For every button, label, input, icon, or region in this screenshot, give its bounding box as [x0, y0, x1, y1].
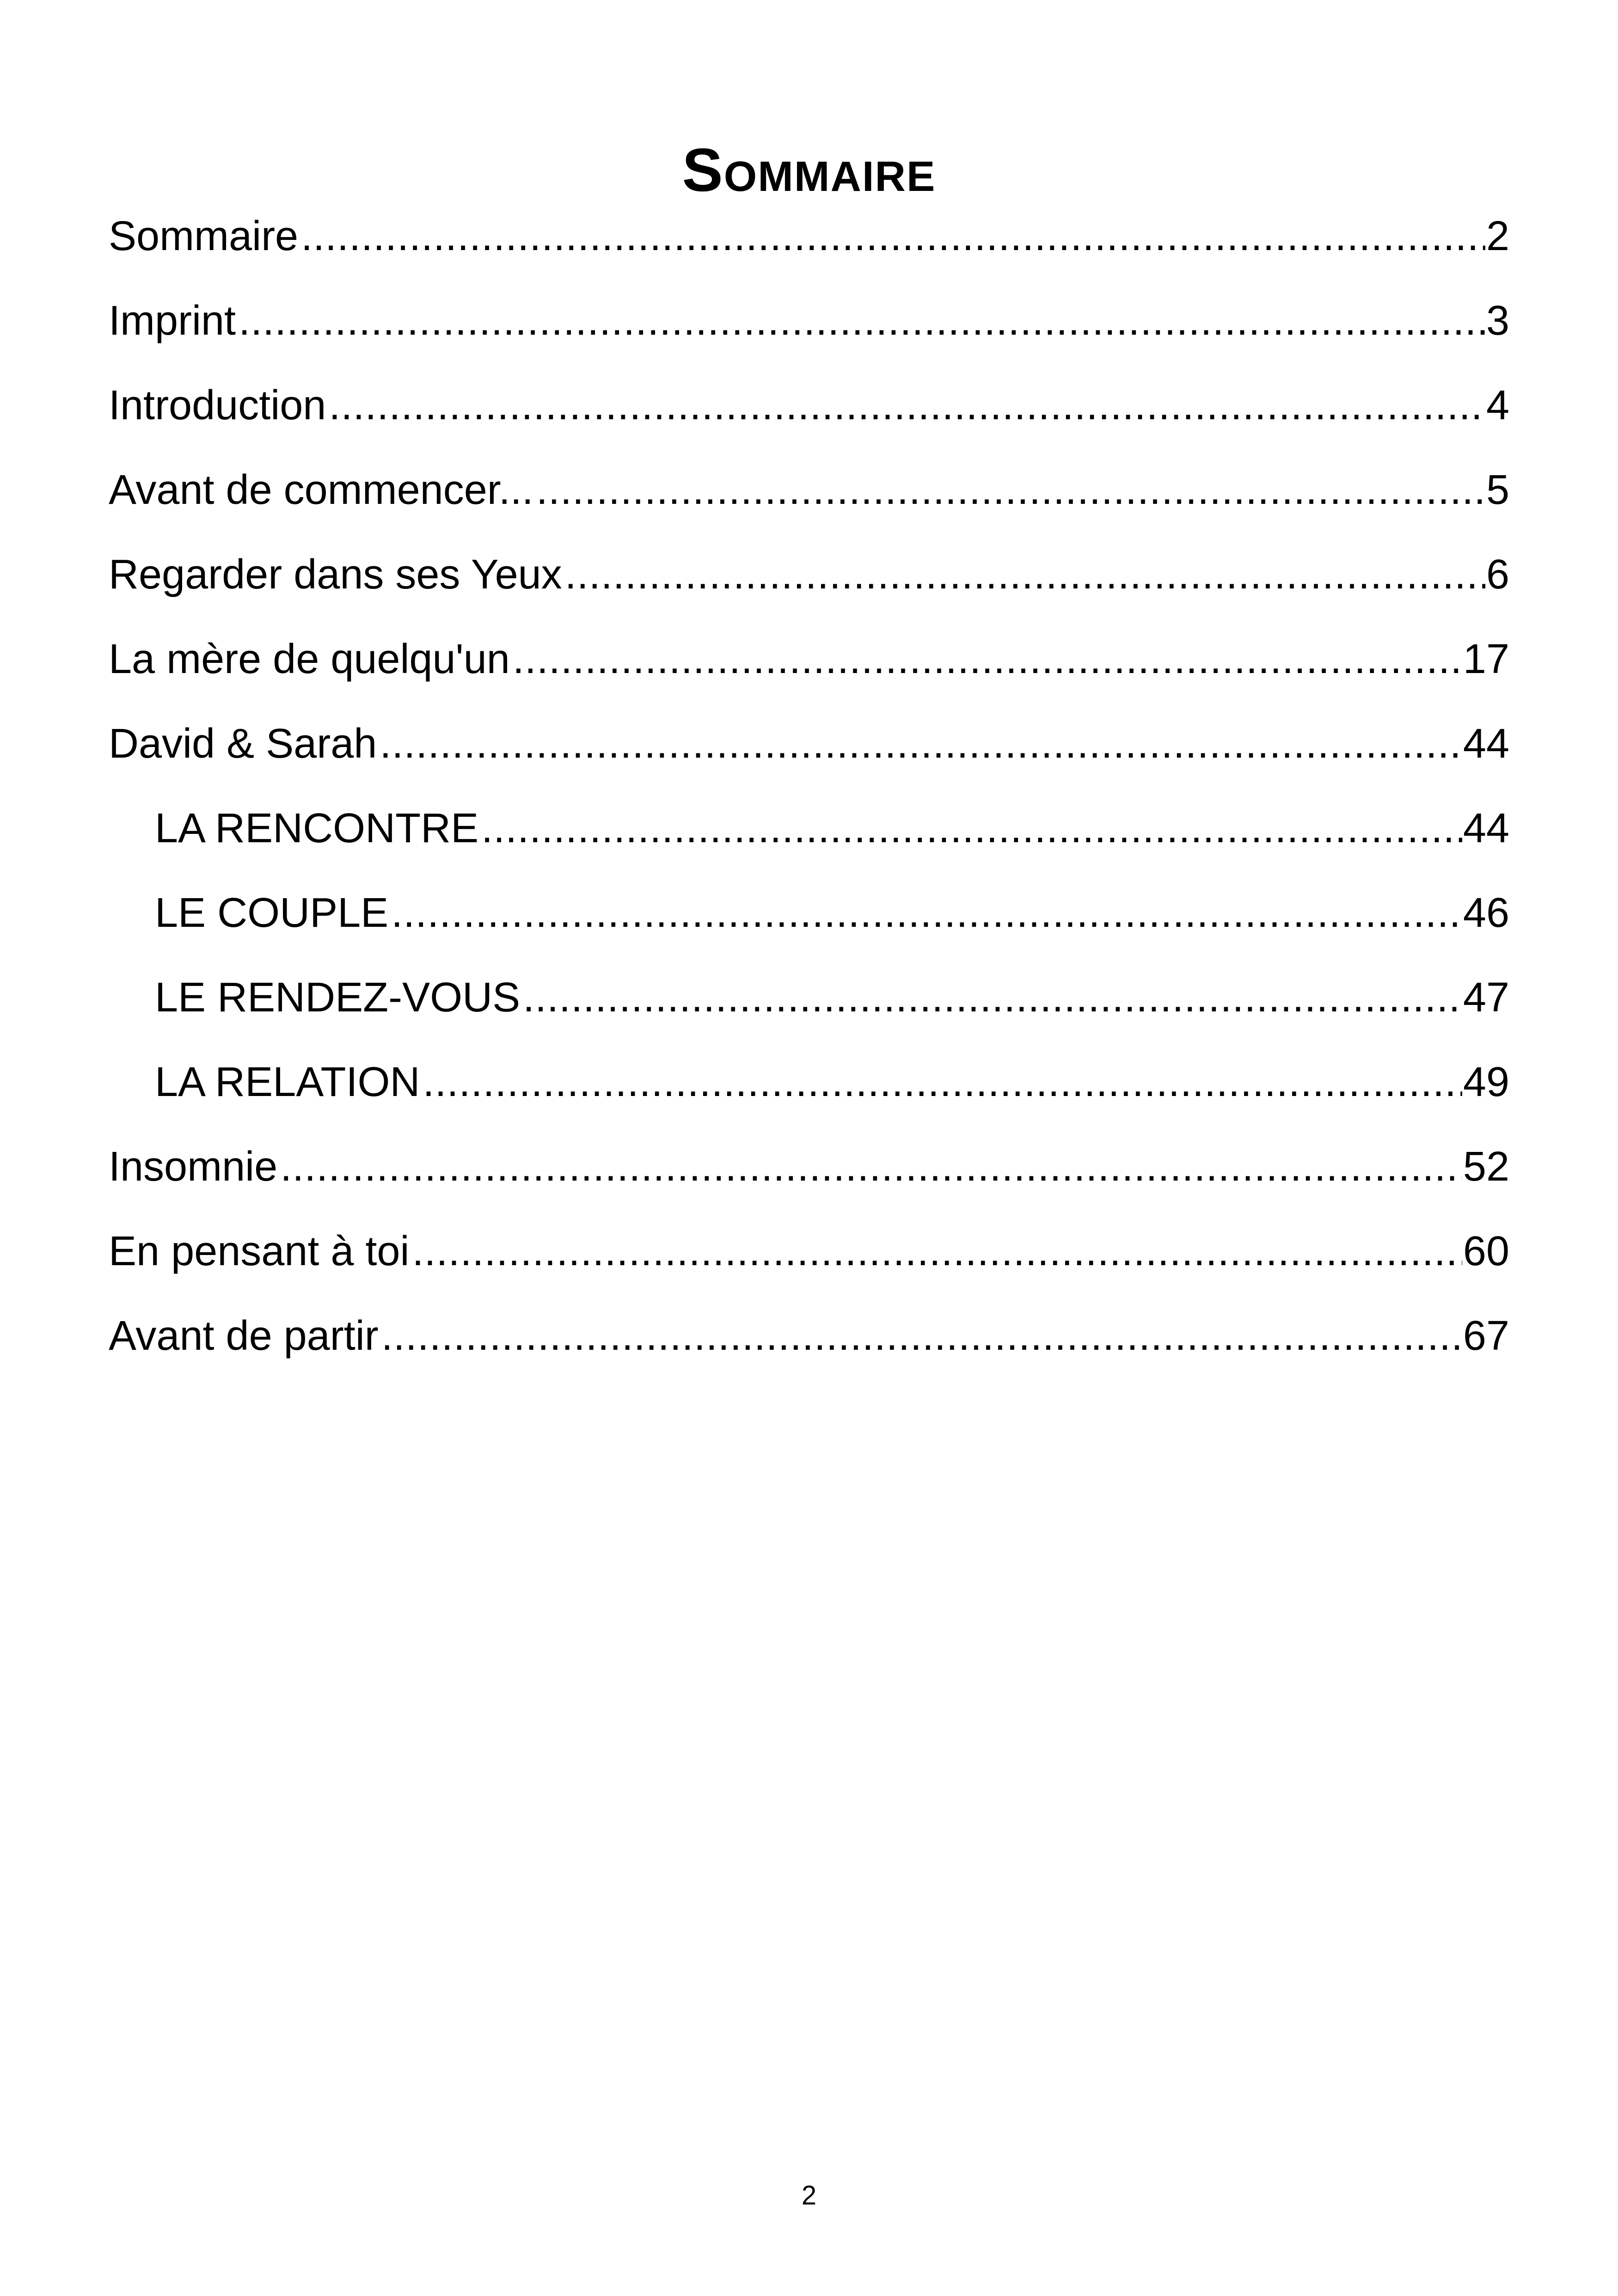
toc-entry[interactable]	[109, 279, 1509, 363]
toc-dot-leader	[513, 617, 1462, 702]
toc-entry-label: Avant de commencer...	[109, 467, 533, 513]
toc-entry[interactable]	[109, 702, 1509, 786]
toc-entry-label: En pensant à toi	[109, 1228, 410, 1274]
toc-dot-leader	[481, 786, 1462, 871]
toc-dot-leader	[329, 363, 1485, 448]
page-number: 2	[801, 2180, 817, 2210]
toc-entry-label: Sommaire	[109, 213, 299, 259]
toc-entry-page: 2	[1486, 213, 1509, 259]
toc-entry[interactable]	[109, 448, 1509, 533]
page-title: Sommaire	[682, 136, 936, 204]
toc-dot-leader	[280, 1125, 1462, 1209]
toc-dot-leader	[380, 702, 1462, 786]
toc-subentry[interactable]	[109, 1040, 1509, 1125]
toc-entry[interactable]	[109, 194, 1509, 279]
toc-entry-page: 5	[1486, 467, 1509, 513]
toc-entry-label: La mère de quelqu'un	[109, 636, 510, 682]
toc-entry-page: 67	[1463, 1313, 1509, 1359]
toc-entry-label: LE COUPLE	[155, 890, 389, 936]
toc-entry-label: Avant de partir	[109, 1313, 379, 1359]
toc-entry-page: 44	[1463, 805, 1509, 851]
toc-subentry[interactable]	[109, 871, 1509, 955]
toc-entry-label: LA RENCONTRE	[155, 805, 479, 851]
toc-entry-page: 46	[1463, 890, 1509, 936]
toc-entry[interactable]	[109, 1294, 1509, 1378]
toc-entry-label: David & Sarah	[109, 721, 377, 767]
toc-entry-label: LE RENDEZ-VOUS	[155, 974, 521, 1021]
toc-entry-page: 4	[1486, 382, 1509, 429]
toc-entry[interactable]	[109, 533, 1509, 617]
toc-entry-page: 17	[1463, 636, 1509, 682]
toc-entry-page: 6	[1486, 551, 1509, 598]
toc-entry[interactable]	[109, 363, 1509, 448]
toc-dot-leader	[381, 1294, 1462, 1378]
toc-subentry[interactable]	[109, 786, 1509, 871]
toc-dot-leader	[536, 448, 1485, 533]
toc-dot-leader	[239, 279, 1485, 363]
toc-dot-leader	[423, 1040, 1462, 1125]
toc-dot-leader	[523, 955, 1462, 1040]
toc-entry-page: 44	[1463, 721, 1509, 767]
toc-entry-label: Imprint	[109, 298, 236, 344]
toc-entry-label: Insomnie	[109, 1144, 278, 1190]
toc-dot-leader	[565, 533, 1485, 617]
toc-subentry[interactable]	[109, 955, 1509, 1040]
toc-entry-label: LA RELATION	[155, 1059, 420, 1105]
toc-dot-leader	[301, 194, 1485, 279]
toc-entry-page: 47	[1463, 974, 1509, 1021]
table-of-contents	[109, 194, 1509, 1378]
toc-entry[interactable]	[109, 1125, 1509, 1209]
toc-entry-page: 49	[1463, 1059, 1509, 1105]
toc-entry[interactable]	[109, 1209, 1509, 1294]
toc-dot-leader	[391, 871, 1462, 955]
toc-entry-page: 60	[1463, 1228, 1509, 1274]
toc-entry[interactable]	[109, 617, 1509, 702]
toc-entry-label: Introduction	[109, 382, 326, 429]
toc-entry-label: Regarder dans ses Yeux	[109, 551, 562, 598]
toc-entry-page: 52	[1463, 1144, 1509, 1190]
toc-entry-page: 3	[1486, 298, 1509, 344]
toc-dot-leader	[412, 1209, 1462, 1294]
